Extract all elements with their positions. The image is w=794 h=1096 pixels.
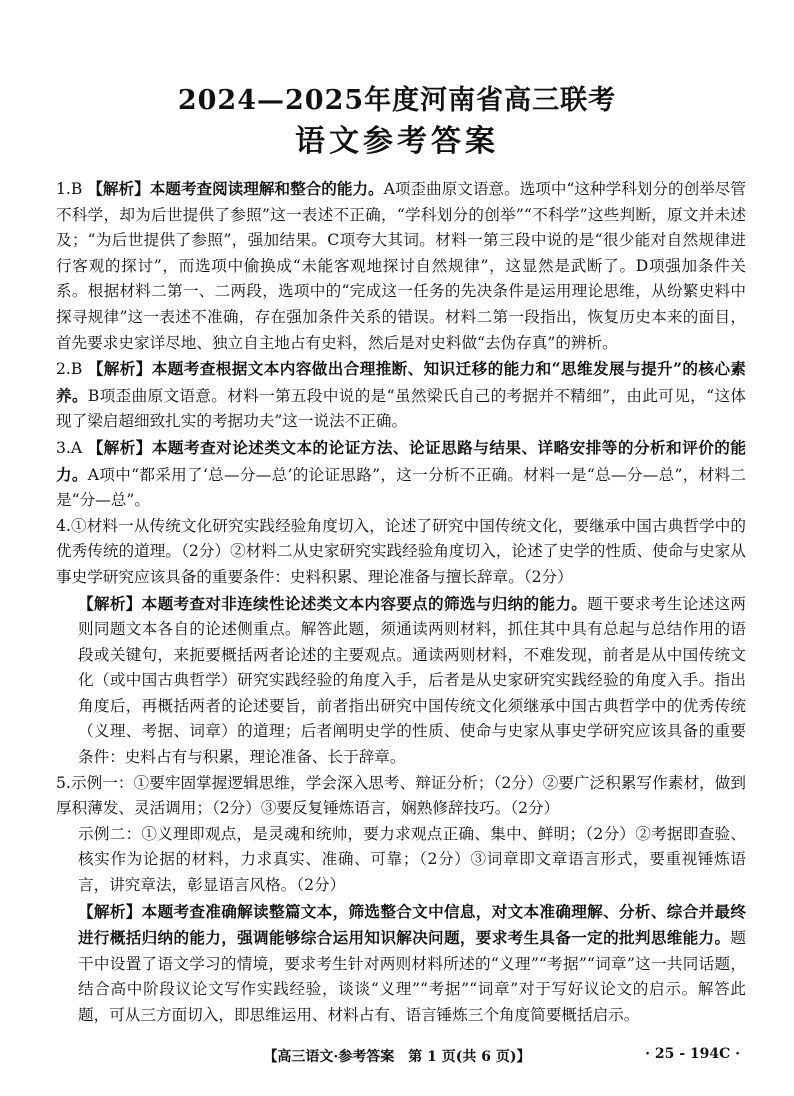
analysis-tag: 【解析】 (78, 901, 142, 921)
page-subtitle: 语文参考答案 (295, 124, 499, 159)
answer-number: 5. (56, 773, 71, 792)
analysis-tag: 【解析】 (87, 437, 152, 457)
footer-code: · 25 - 194C · (645, 1046, 740, 1062)
analysis-tag: 【解析】 (87, 359, 152, 379)
example-one: 示例一：①要牢固掌握逻辑思维，学会深入思考、辩证分析；（2分）②要广泛积累写作素材，做到厚积薄发、灵活调用；（2分）③要反复锤炼语言，娴熟修辞技巧。（2分） (56, 773, 746, 818)
analysis-lead: 本题考查阅读理解和整合的能力。 (149, 179, 384, 198)
answer-item-1 (56, 176, 746, 356)
analysis-text: A项中“都采用了‘总—分—总’的论证思路”，这一分析不正确。材料一是“总—分—总”，材料二是“分—总”。 (56, 465, 746, 510)
analysis-tag: 【解析】 (78, 593, 142, 613)
answer-item-5-example-two (56, 822, 746, 899)
answer-number: 4. (56, 516, 71, 535)
analysis-text: B项歪曲原文语意。材料一第五段中说的是“虽然梁氏自己的考据并不精细”，由此可见，“这体现了梁启超细致扎实的考据功夫”这一说法不正确。 (56, 386, 746, 431)
analysis-text: 题干要求考生论述这两则同题文本各自的论述侧重点。解答此题，须通读两则材料，抓住其中具有总起与总结作用的语段或关键句，来扼要概括两者论述的主要观点。通读两则材料，不难发现，前者是从中国传统文化（或中国古典哲学）研究实践经验的角度入手，后者是从史家研究实践经验的角度入手。指出角度后，再概括两者的论述要旨，前者指出研究中国传统文化须继承中国古典哲学中的优秀传统（义理、考据、词章）的道理；后者阐明史学的性质、使命与史家从事史学研究应该具备的重要条件：史料占有与积累，理论准备、长于辞章。 (78, 594, 746, 767)
answer-number: 1.B (56, 180, 83, 198)
answer-item-5 (56, 771, 746, 822)
answer-number: 3.A (56, 438, 83, 457)
answer-text: ①材料一从传统文化研究实践经验角度切入，论述了研究中国传统文化，要继承中国古典哲学中的优秀传统的道理。（2分）②材料二从史家研究实践经验角度切入，论述了史学的性质、使命与史家从事史学研究应该具备的重要条件：史料积累、理论准备与擅长辞章。（2分） (56, 516, 746, 586)
answer-number: 2.B (56, 360, 83, 379)
footer-page-info: 【高三语文·参考答案 第 1 页(共 6 页)】 (263, 1049, 531, 1065)
answer-content (56, 176, 746, 1029)
analysis-lead: 本题考查对非连续性论述类文本内容要点的筛选与归纳的能力。 (141, 593, 588, 613)
analysis-lead: 本题考查准确解读整篇文本，筛选整合文中信息，对文本准确理解、分析、综合并最终进行概括归纳的能力，强调能够综合运用知识解决问题，要求考生具备一定的批判思维能力。 (78, 901, 746, 948)
analysis-tag: 【解析】 (87, 179, 150, 198)
analysis-lead: 本题考查对论述类文本的论证方法、论证思路与结果、详略安排等的分析和评价的能力。 (56, 437, 746, 484)
answer-item-3 (56, 435, 746, 514)
answer-item-4-analysis (56, 591, 746, 771)
analysis-lead: 本题考查根据文本内容做出合理推断、知识迁移的能力和“思维发展与提升”的核心素养。 (56, 359, 746, 405)
answer-item-4 (56, 514, 746, 591)
analysis-text: 题干中设置了语文学习的情境，要求考生针对两则材料所述的“义理”“考据”“词章”这一共同话题，结合高中阶段议论文写作实践经验，谈谈“义理”“考据”“词章”对于写好议论文的启示。解答此题，可从三方面切入，即思维运用、材料占有、语言锤炼三个角度简要概括启示。 (78, 929, 746, 1024)
example-two: 示例二：①义理即观点，是灵魂和统帅，要力求观点正确、集中、鲜明；（2分）②考据即查验、核实作为论据的材料，力求真实、准确、可靠；（2分）③词章即文章语言形式，要重视锤炼语言，讲究章法，彰显语言风格。（2分） (78, 824, 746, 895)
answer-item-2 (56, 356, 746, 435)
page-title: 2024—2025年度河南省高三联考 (177, 85, 617, 116)
analysis-text: A项歪曲原文语意。选项中“这种学科划分的创举尽管不科学，却为后世提供了参照”这一表述不正确，“学科划分的创举”“不科学”这些判断，原文并未述及；“为后世提供了参照”，强加结果。C项夸大其词。材料一第三段中说的是“很少能对自然规律进行客观的探讨”，而选项中偷换成“未能客观地探讨自然规律”，这显然是武断了。D项强加条件关系。根据材料二第一、二两段，选项中的“完成这一任务的先决条件是运用理论思维，从纷繁史料中探寻规律”这一表述不准确，存在强加条件关系的错误。材料二第一段指出，恢复历史本来的面目，首先要求史家详尽地、独立自主地占有史料，然后是对史料做“去伪存真”的辨析。 (56, 180, 746, 352)
answer-item-5-analysis (56, 899, 746, 1029)
